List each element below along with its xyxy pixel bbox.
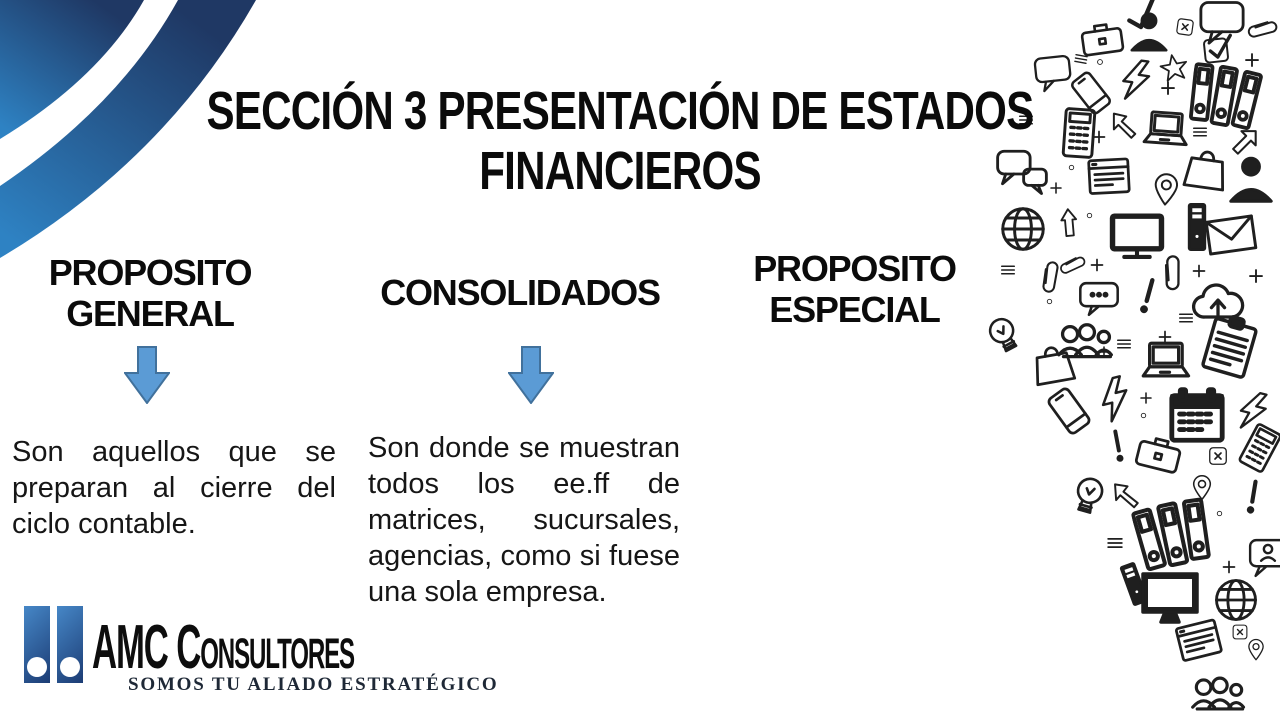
circle-icon [1084, 210, 1095, 221]
body-proposito-general: Son aquellos que se preparan al cierre del ciclo contable. [12, 436, 336, 540]
person-icon [1126, 10, 1172, 56]
arrow-up-icon [1051, 205, 1088, 242]
circle-icon [1138, 410, 1149, 421]
heading-consolidados: CONSOLIDADOS [380, 272, 660, 313]
logo-bar [24, 606, 50, 683]
menu-lines-icon [1104, 532, 1126, 554]
menu-lines-icon [998, 260, 1018, 280]
heading-proposito-general: PROPOSITO GENERAL [48, 252, 252, 335]
menu-lines-icon [1114, 334, 1134, 354]
menu-lines-icon [1176, 308, 1196, 328]
plus-icon [1136, 388, 1156, 408]
logo-bar-dot [60, 657, 80, 677]
down-arrow-icon [508, 346, 554, 404]
globe-icon [996, 202, 1050, 256]
heading-proposito-especial: PROPOSITO ESPECIAL [753, 248, 956, 331]
plus-icon [1156, 76, 1180, 100]
logo-bar [57, 606, 83, 683]
close-box-icon [1206, 444, 1230, 468]
logo-name: AMC Consultores [92, 613, 355, 682]
down-arrow-icon [124, 346, 170, 404]
plus-icon [1094, 342, 1114, 362]
plus-icon [1088, 126, 1110, 148]
body-consolidados: Son donde se muestran todos los ee.ff de matrices, sucursales, agencias, como si fuese una sola empresa. [368, 432, 680, 608]
lightning-icon [1087, 371, 1143, 427]
person-icon [1224, 154, 1278, 208]
close-box-icon [1173, 15, 1198, 40]
location-pin-icon [1244, 638, 1268, 662]
logo-bar-dot [27, 657, 47, 677]
plus-icon [1086, 254, 1108, 276]
envelope-icon [1201, 205, 1262, 266]
people-icon [1190, 660, 1248, 718]
circle-icon [1044, 296, 1055, 307]
briefcase-icon [1129, 423, 1190, 484]
browser-window-icon [1083, 151, 1136, 204]
circle-icon [1214, 508, 1225, 519]
lightning-icon [1111, 55, 1161, 105]
slide-title: SECCIÓN 3 PRESENTACIÓN DE ESTADOS FINANCIEROS [206, 81, 1034, 201]
logo-tagline: SOMOS TU ALIADO ESTRATÉGICO [128, 674, 499, 695]
